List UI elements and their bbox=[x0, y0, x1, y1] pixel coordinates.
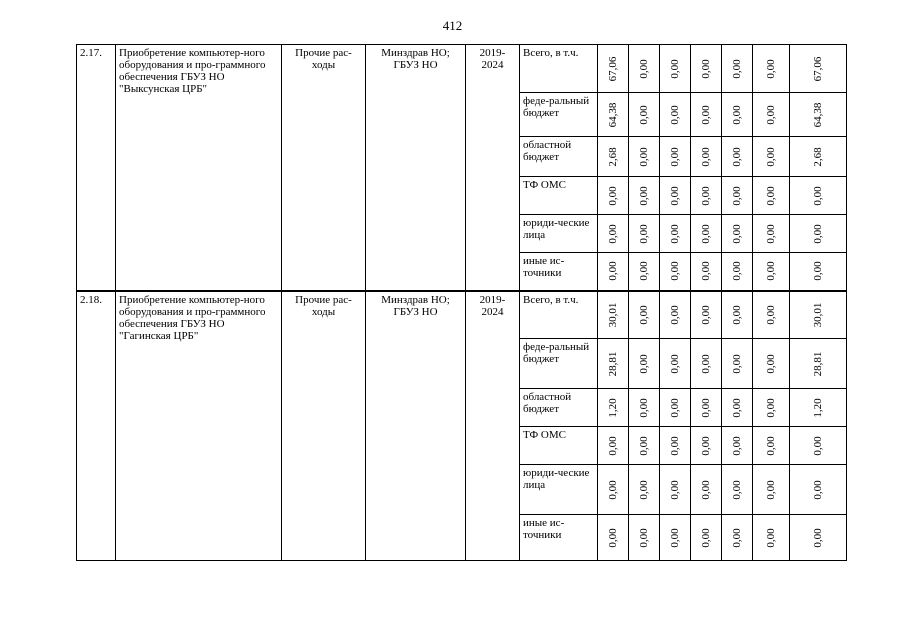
funding-source-label: ТФ ОМС bbox=[520, 177, 598, 215]
amount-value: 0,00 bbox=[700, 185, 712, 206]
amount-cell bbox=[598, 339, 629, 389]
page-number: 412 bbox=[442, 18, 463, 33]
amount-value: 0,00 bbox=[731, 185, 743, 206]
amount-cell bbox=[598, 177, 629, 215]
amount-value: 0,00 bbox=[607, 527, 619, 548]
amount-value: 0,00 bbox=[638, 185, 650, 206]
period: 2019-2024 bbox=[466, 291, 520, 561]
item-name: Приобретение компьютер-ного оборудования и про-граммного обеспечения ГБУЗ НО "Выксунская ЦРБ" bbox=[116, 45, 282, 291]
amount-cell bbox=[691, 45, 722, 93]
amount-cell bbox=[660, 45, 691, 93]
amount-cell bbox=[660, 389, 691, 427]
amount-value: 0,00 bbox=[669, 261, 681, 281]
amount-value: 0,00 bbox=[638, 527, 650, 548]
expense-type: Прочие рас-ходы bbox=[282, 45, 366, 291]
amount-value: 0,00 bbox=[731, 104, 743, 125]
amount-cell bbox=[790, 291, 847, 339]
funding-source-label: юриди-ческие лица bbox=[520, 465, 598, 515]
amount-cell bbox=[660, 177, 691, 215]
amount-cell bbox=[660, 339, 691, 389]
amount-value: 0,00 bbox=[765, 353, 777, 374]
amount-cell bbox=[722, 177, 753, 215]
amount-value: 0,00 bbox=[669, 305, 681, 325]
amount-cell bbox=[629, 427, 660, 465]
amount-value: 1,20 bbox=[607, 397, 619, 418]
amount-cell bbox=[722, 253, 753, 291]
amount-value: 0,00 bbox=[765, 58, 777, 79]
amount-value: 0,00 bbox=[638, 479, 650, 500]
amount-value: 0,00 bbox=[765, 305, 777, 325]
amount-cell bbox=[691, 177, 722, 215]
funding-source-label: областной бюджет bbox=[520, 137, 598, 177]
funding-source-label: Всего, в т.ч. bbox=[520, 45, 598, 93]
amount-cell bbox=[691, 137, 722, 177]
amount-value: 0,00 bbox=[669, 104, 681, 125]
amount-value: 0,00 bbox=[669, 479, 681, 500]
amount-value: 0,00 bbox=[669, 435, 681, 456]
amount-value: 0,00 bbox=[638, 261, 650, 281]
amount-value: 0,00 bbox=[765, 435, 777, 456]
funding-source-label: ТФ ОМС bbox=[520, 427, 598, 465]
amount-value: 0,00 bbox=[669, 353, 681, 374]
amount-cell bbox=[753, 177, 790, 215]
amount-value: 64,38 bbox=[607, 102, 619, 127]
amount-value: 0,00 bbox=[731, 261, 743, 281]
item-number: 2.17. bbox=[77, 45, 116, 291]
table-row bbox=[77, 45, 847, 93]
amount-value: 0,00 bbox=[812, 435, 824, 456]
executor: Минздрав НО; ГБУЗ НО bbox=[366, 45, 466, 291]
amount-value: 0,00 bbox=[765, 397, 777, 418]
amount-cell bbox=[753, 215, 790, 253]
amount-value: 0,00 bbox=[731, 353, 743, 374]
amount-value: 0,00 bbox=[700, 527, 712, 548]
funding-source-label: феде-ральный бюджет bbox=[520, 93, 598, 137]
amount-cell bbox=[660, 253, 691, 291]
amount-value: 0,00 bbox=[731, 479, 743, 500]
amount-value: 0,00 bbox=[700, 223, 712, 244]
amount-value: 0,00 bbox=[700, 58, 712, 79]
amount-cell bbox=[691, 253, 722, 291]
amount-value: 0,00 bbox=[700, 261, 712, 281]
amount-cell bbox=[722, 339, 753, 389]
amount-value: 0,00 bbox=[700, 104, 712, 125]
amount-value: 0,00 bbox=[812, 261, 824, 281]
amount-value: 0,00 bbox=[669, 185, 681, 206]
amount-cell bbox=[598, 465, 629, 515]
amount-cell bbox=[790, 253, 847, 291]
amount-value: 0,00 bbox=[731, 305, 743, 325]
executor: Минздрав НО; ГБУЗ НО bbox=[366, 291, 466, 561]
amount-cell bbox=[598, 45, 629, 93]
amount-cell bbox=[629, 389, 660, 427]
amount-value: 67,06 bbox=[812, 56, 824, 81]
amount-cell bbox=[598, 291, 629, 339]
amount-cell bbox=[629, 515, 660, 561]
amount-value: 0,00 bbox=[669, 527, 681, 548]
amount-cell bbox=[629, 215, 660, 253]
amount-cell bbox=[722, 389, 753, 427]
amount-cell bbox=[790, 339, 847, 389]
amount-cell bbox=[753, 45, 790, 93]
amount-value: 28,81 bbox=[607, 351, 619, 376]
amount-cell bbox=[691, 389, 722, 427]
amount-cell bbox=[691, 339, 722, 389]
amount-value: 0,00 bbox=[731, 58, 743, 79]
amount-value: 0,00 bbox=[607, 479, 619, 500]
amount-cell bbox=[660, 93, 691, 137]
amount-value: 2,68 bbox=[607, 146, 619, 167]
amount-value: 0,00 bbox=[731, 527, 743, 548]
amount-value: 30,01 bbox=[812, 302, 824, 328]
amount-cell bbox=[753, 515, 790, 561]
table-body bbox=[77, 45, 847, 561]
amount-cell bbox=[598, 427, 629, 465]
amount-value: 0,00 bbox=[638, 146, 650, 167]
amount-cell bbox=[790, 93, 847, 137]
amount-value: 0,00 bbox=[812, 185, 824, 206]
amount-cell bbox=[629, 291, 660, 339]
amount-value: 0,00 bbox=[765, 527, 777, 548]
amount-value: 0,00 bbox=[731, 146, 743, 167]
table-row bbox=[77, 291, 847, 339]
amount-value: 0,00 bbox=[638, 58, 650, 79]
amount-cell bbox=[629, 137, 660, 177]
amount-value: 0,00 bbox=[765, 223, 777, 244]
amount-cell bbox=[722, 515, 753, 561]
amount-cell bbox=[691, 291, 722, 339]
amount-value: 0,00 bbox=[700, 146, 712, 167]
amount-cell bbox=[790, 515, 847, 561]
amount-cell bbox=[790, 215, 847, 253]
amount-cell bbox=[790, 45, 847, 93]
amount-value: 0,00 bbox=[765, 479, 777, 500]
amount-value: 0,00 bbox=[638, 305, 650, 325]
amount-cell bbox=[722, 215, 753, 253]
amount-cell bbox=[598, 137, 629, 177]
amount-cell bbox=[660, 427, 691, 465]
amount-cell bbox=[598, 515, 629, 561]
amount-cell bbox=[790, 389, 847, 427]
amount-cell bbox=[629, 45, 660, 93]
amount-value: 0,00 bbox=[731, 435, 743, 456]
amount-cell bbox=[753, 137, 790, 177]
amount-value: 0,00 bbox=[607, 261, 619, 281]
amount-cell bbox=[629, 93, 660, 137]
amount-value: 28,81 bbox=[812, 351, 824, 376]
amount-cell bbox=[660, 215, 691, 253]
amount-cell bbox=[753, 253, 790, 291]
amount-value: 0,00 bbox=[812, 527, 824, 548]
amount-value: 64,38 bbox=[812, 102, 824, 127]
amount-cell bbox=[753, 93, 790, 137]
amount-cell bbox=[722, 93, 753, 137]
period: 2019-2024 bbox=[466, 45, 520, 291]
amount-value: 0,00 bbox=[812, 223, 824, 244]
amount-cell bbox=[753, 389, 790, 427]
funding-source-label: феде-ральный бюджет bbox=[520, 339, 598, 389]
funding-source-label: Всего, в т.ч. bbox=[520, 291, 598, 339]
amount-cell bbox=[660, 465, 691, 515]
amount-value: 0,00 bbox=[638, 223, 650, 244]
item-number: 2.18. bbox=[77, 291, 116, 561]
amount-value: 0,00 bbox=[700, 435, 712, 456]
budget-table bbox=[76, 44, 847, 561]
amount-cell bbox=[660, 137, 691, 177]
amount-value: 0,00 bbox=[669, 223, 681, 244]
amount-value: 0,00 bbox=[700, 397, 712, 418]
expense-type: Прочие рас-ходы bbox=[282, 291, 366, 561]
amount-cell bbox=[790, 427, 847, 465]
amount-cell bbox=[790, 465, 847, 515]
amount-value: 67,06 bbox=[607, 56, 619, 81]
amount-value: 0,00 bbox=[638, 435, 650, 456]
funding-source-label: иные ис-точники bbox=[520, 253, 598, 291]
amount-value: 2,68 bbox=[812, 146, 824, 167]
amount-cell bbox=[598, 215, 629, 253]
amount-cell bbox=[629, 253, 660, 291]
amount-cell bbox=[598, 253, 629, 291]
amount-value: 0,00 bbox=[638, 104, 650, 125]
amount-value: 0,00 bbox=[669, 397, 681, 418]
amount-value: 30,01 bbox=[607, 302, 619, 328]
amount-value: 0,00 bbox=[607, 223, 619, 244]
amount-value: 1,20 bbox=[812, 397, 824, 418]
amount-value: 0,00 bbox=[765, 185, 777, 206]
amount-cell bbox=[753, 465, 790, 515]
amount-cell bbox=[790, 177, 847, 215]
amount-cell bbox=[722, 427, 753, 465]
amount-value: 0,00 bbox=[812, 479, 824, 500]
amount-value: 0,00 bbox=[731, 223, 743, 244]
amount-cell bbox=[691, 515, 722, 561]
amount-cell bbox=[722, 291, 753, 339]
amount-value: 0,00 bbox=[765, 146, 777, 167]
amount-cell bbox=[629, 339, 660, 389]
funding-source-label: иные ис-точники bbox=[520, 515, 598, 561]
amount-value: 0,00 bbox=[700, 305, 712, 325]
amount-cell bbox=[722, 465, 753, 515]
amount-cell bbox=[753, 427, 790, 465]
amount-value: 0,00 bbox=[669, 146, 681, 167]
amount-cell bbox=[660, 291, 691, 339]
amount-value: 0,00 bbox=[765, 104, 777, 125]
amount-value: 0,00 bbox=[700, 353, 712, 374]
amount-cell bbox=[598, 389, 629, 427]
amount-cell bbox=[691, 93, 722, 137]
funding-source-label: юриди-ческие лица bbox=[520, 215, 598, 253]
amount-cell bbox=[691, 427, 722, 465]
amount-cell bbox=[598, 93, 629, 137]
amount-cell bbox=[722, 137, 753, 177]
amount-value: 0,00 bbox=[607, 185, 619, 206]
item-name: Приобретение компьютер-ного оборудования и про-граммного обеспечения ГБУЗ НО "Гагинская ЦРБ" bbox=[116, 291, 282, 561]
amount-value: 0,00 bbox=[731, 397, 743, 418]
amount-cell bbox=[753, 339, 790, 389]
amount-value: 0,00 bbox=[638, 397, 650, 418]
amount-cell bbox=[629, 177, 660, 215]
amount-cell bbox=[790, 137, 847, 177]
amount-value: 0,00 bbox=[638, 353, 650, 374]
amount-cell bbox=[722, 45, 753, 93]
amount-cell bbox=[691, 215, 722, 253]
amount-cell bbox=[691, 465, 722, 515]
amount-value: 0,00 bbox=[607, 435, 619, 456]
amount-value: 0,00 bbox=[669, 58, 681, 79]
amount-value: 0,00 bbox=[700, 479, 712, 500]
amount-cell bbox=[629, 465, 660, 515]
amount-cell bbox=[753, 291, 790, 339]
funding-source-label: областной бюджет bbox=[520, 389, 598, 427]
amount-cell bbox=[660, 515, 691, 561]
amount-value: 0,00 bbox=[765, 261, 777, 281]
